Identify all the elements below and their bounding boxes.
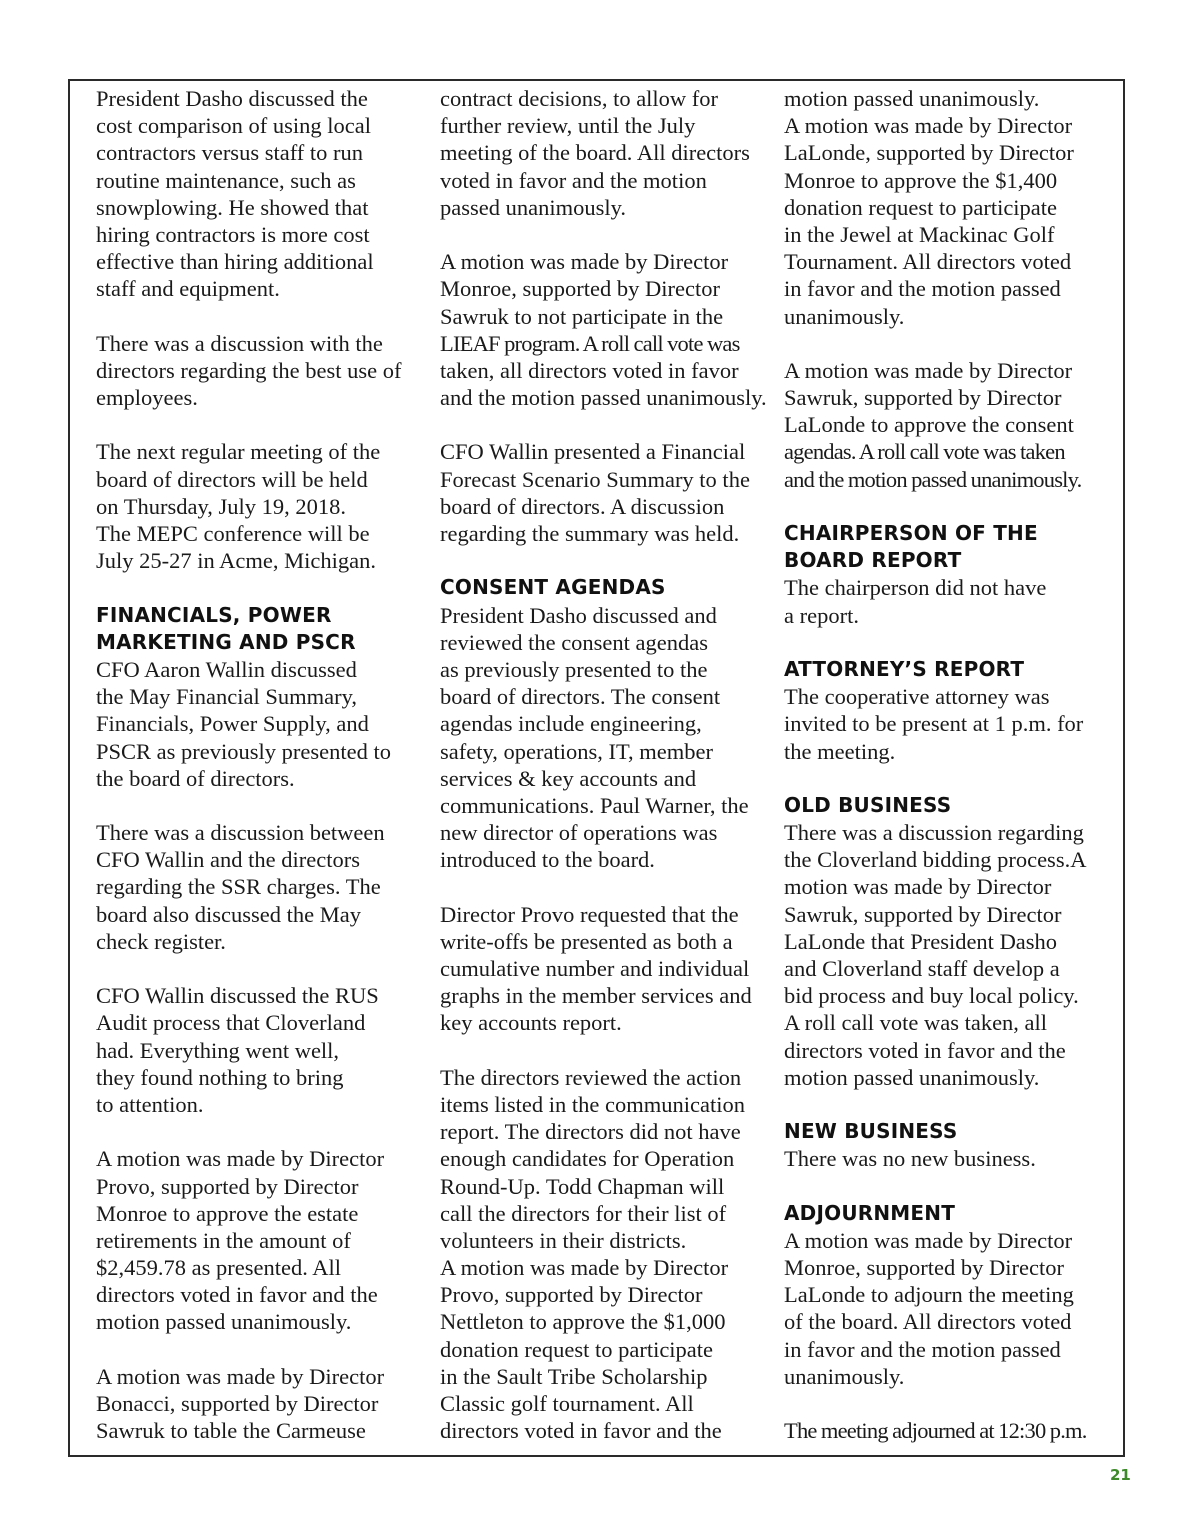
text-line: Provo, supported by Director [96, 1173, 359, 1199]
text-line: hiring contractors is more cost [96, 221, 370, 247]
text-line: volunteers in their districts. [440, 1227, 687, 1253]
paragraph-spacer [784, 1390, 1114, 1417]
section-heading: NEW BUSINESS [784, 1119, 958, 1144]
text-line: contract decisions, to allow for [440, 86, 719, 111]
paragraph-spacer [784, 1173, 1114, 1200]
text-line: There was a discussion regarding [784, 820, 1084, 846]
text-line: CFO Wallin discussed the RUS [96, 983, 379, 1009]
paragraph-spacer [96, 303, 426, 330]
text-line: Provo, supported by Director [440, 1282, 703, 1308]
text-line: they found nothing to bring [96, 1064, 344, 1090]
text-line: in the Jewel at Mackinac Golf [784, 221, 1055, 247]
text-line: There was a discussion between [96, 820, 385, 846]
text-line: directors voted in favor and the [784, 1037, 1066, 1063]
text-line: directors regarding the best use of [96, 357, 402, 383]
text-line: of the board. All directors voted [784, 1309, 1072, 1335]
text-line: A motion was made by Director [784, 1227, 1073, 1253]
text-line: routine maintenance, such as [96, 167, 356, 193]
text-line: directors voted in favor and the [96, 1282, 378, 1308]
paragraph-spacer [440, 411, 770, 438]
text-line: call the directors for their list of [440, 1200, 727, 1226]
text-line: the board of directors. [96, 765, 295, 791]
text-line: a report. [784, 602, 859, 628]
text-line: The directors reviewed the action [440, 1064, 742, 1090]
text-line: Sawruk to not participate in the [440, 303, 724, 329]
paragraph-spacer [784, 629, 1114, 656]
paragraph-spacer [440, 873, 770, 900]
text-line: Financials, Power Supply, and [96, 711, 369, 737]
text-line: to attention. [96, 1091, 204, 1117]
text-line: the meeting. [784, 738, 896, 764]
text-line: donation request to participate [440, 1336, 714, 1362]
text-line: A motion was made by Director [96, 1363, 385, 1389]
text-line: July 25-27 in Acme, Michigan. [96, 548, 376, 574]
text-line: Forecast Scenario Summary to the [440, 466, 750, 492]
text-line: The next regular meeting of the [96, 439, 381, 465]
text-line: in the Sault Tribe Scholarship [440, 1363, 708, 1389]
paragraph-spacer [96, 1118, 426, 1145]
text-line: CFO Wallin presented a Financial [440, 439, 746, 465]
text-line: LaLonde that President Dasho [784, 928, 1058, 954]
paragraph-spacer [96, 1336, 426, 1363]
text-line: had. Everything went well, [96, 1037, 340, 1063]
text-line: LaLonde to adjourn the meeting [784, 1282, 1074, 1308]
text-line: $2,459.78 as presented. All [96, 1255, 341, 1281]
text-line: communications. Paul Warner, the [440, 792, 749, 818]
text-line: There was a discussion with the [96, 330, 383, 356]
text-line: A motion was made by Director [440, 249, 729, 275]
text-line: and the motion passed unanimously. [784, 466, 1082, 492]
text-line: key accounts report. [440, 1010, 622, 1036]
section-heading: MARKETING AND PSCR [96, 629, 356, 654]
text-line: agendas include engineering, [440, 711, 702, 737]
text-line: report. The directors did not have [440, 1119, 741, 1145]
text-line: cumulative number and individual [440, 956, 750, 981]
text-line: Monroe to approve the $1,400 [784, 167, 1058, 193]
text-line: taken, all directors voted in favor [440, 357, 739, 383]
text-line: passed unanimously. [440, 194, 627, 220]
text-line: President Dasho discussed and [440, 602, 717, 628]
text-line: the Cloverland bidding process.A [784, 847, 1087, 873]
text-line: agendas. A roll call vote was taken [784, 439, 1065, 465]
text-line: The cooperative attorney was [784, 684, 1050, 710]
text-line: staff and equipment. [96, 276, 280, 302]
text-line: Sawruk, supported by Director [784, 901, 1062, 927]
text-line: Classic golf tournament. All [440, 1391, 694, 1416]
text-line: cost comparison of using local [96, 113, 371, 139]
text-line: write-offs be presented as both a [440, 928, 733, 954]
text-line: reviewed the consent agendas [440, 629, 709, 655]
text-line: contractors versus staff to run [96, 140, 364, 166]
paragraph-spacer [440, 221, 770, 248]
section-heading: ATTORNEY’S REPORT [784, 656, 1025, 681]
text-line: effective than hiring additional [96, 249, 374, 275]
text-line: unanimously. [784, 303, 905, 329]
text-line: regarding the summary was held. [440, 521, 740, 546]
text-line: services & key accounts and [440, 765, 697, 791]
paragraph-spacer [440, 547, 770, 574]
paragraph-spacer [784, 493, 1114, 520]
text-line: snowplowing. He showed that [96, 194, 369, 220]
text-line: motion passed unanimously. [96, 1309, 352, 1335]
text-line: new director of operations was [440, 820, 718, 846]
section-heading: OLD BUSINESS [784, 792, 952, 817]
text-line: in favor and the motion passed [784, 1336, 1061, 1362]
text-line: The meeting adjourned at 12:30 p.m. [784, 1418, 1087, 1444]
text-line: items listed in the communication [440, 1091, 745, 1117]
text-line: voted in favor and the motion [440, 167, 707, 193]
text-line: PSCR as previously presented to [96, 738, 391, 764]
text-line: board of directors. A discussion [440, 493, 725, 519]
page-number: 21 [1110, 1466, 1131, 1484]
text-line: introduced to the board. [440, 847, 655, 873]
text-column-3 [784, 85, 1114, 1444]
text-line: regarding the SSR charges. The [96, 874, 381, 900]
text-line: retirements in the amount of [96, 1227, 351, 1253]
text-line: President Dasho discussed the [96, 86, 368, 111]
text-line: invited to be present at 1 p.m. for [784, 711, 1084, 737]
text-line: The chairperson did not have [784, 575, 1047, 601]
text-line: LaLonde to approve the consent [784, 412, 1074, 438]
section-heading: BOARD REPORT [784, 548, 962, 573]
text-line: the May Financial Summary, [96, 684, 357, 710]
paragraph-spacer [440, 1037, 770, 1064]
text-line: as previously presented to the [440, 656, 708, 682]
paragraph-spacer [96, 411, 426, 438]
text-column-2 [440, 85, 770, 1444]
text-line: board also discussed the May [96, 901, 361, 927]
text-line: A motion was made by Director [784, 357, 1073, 383]
text-line: Round-Up. Todd Chapman will [440, 1173, 725, 1199]
text-line: LaLonde, supported by Director [784, 140, 1074, 166]
text-line: meeting of the board. All directors [440, 140, 750, 166]
text-column-1 [96, 85, 426, 1444]
paragraph-spacer [96, 792, 426, 819]
paragraph-spacer [96, 955, 426, 982]
text-line: motion passed unanimously. [784, 86, 1040, 111]
text-line: further review, until the July [440, 113, 696, 139]
section-heading: CHAIRPERSON OF THE [784, 521, 1038, 545]
paragraph-spacer [784, 765, 1114, 792]
text-line: in favor and the motion passed [784, 276, 1061, 302]
text-line: Director Provo requested that the [440, 901, 739, 927]
section-heading: FINANCIALS, POWER [96, 602, 332, 627]
text-line: donation request to participate [784, 194, 1058, 220]
section-heading: CONSENT AGENDAS [440, 575, 666, 600]
text-line: board of directors. The consent [440, 684, 721, 710]
text-line: LIEAF program. A roll call vote was [440, 330, 740, 356]
text-line: enough candidates for Operation [440, 1146, 735, 1172]
text-line: motion was made by Director [784, 874, 1052, 900]
text-line: check register. [96, 928, 226, 954]
text-line: Sawruk, supported by Director [784, 385, 1062, 411]
text-line: unanimously. [784, 1363, 905, 1389]
text-line: A motion was made by Director [784, 113, 1073, 139]
text-line: bid process and buy local policy. [784, 983, 1079, 1009]
text-line: safety, operations, IT, member [440, 738, 714, 764]
text-line: Monroe, supported by Director [784, 1255, 1064, 1281]
text-line: motion passed unanimously. [784, 1064, 1040, 1090]
text-line: CFO Wallin and the directors [96, 847, 360, 873]
text-line: The MEPC conference will be [96, 521, 370, 546]
text-line: employees. [96, 385, 198, 411]
text-line: Monroe, supported by Director [440, 276, 720, 302]
text-line: Bonacci, supported by Director [96, 1391, 379, 1416]
text-line: board of directors will be held [96, 466, 368, 492]
text-line: There was no new business. [784, 1146, 1036, 1172]
text-line: A roll call vote was taken, all [784, 1010, 1048, 1036]
paragraph-spacer [784, 1091, 1114, 1118]
text-line: Tournament. All directors voted [784, 249, 1072, 275]
text-line: CFO Aaron Wallin discussed [96, 656, 357, 682]
text-line: on Thursday, July 19, 2018. [96, 493, 346, 519]
section-heading: ADJOURNMENT [784, 1200, 956, 1225]
paragraph-spacer [96, 574, 426, 601]
text-line: directors voted in favor and the [440, 1418, 722, 1444]
text-line: and Cloverland staff develop a [784, 956, 1060, 981]
text-line: Sawruk to table the Carmeuse [96, 1418, 366, 1444]
text-line: A motion was made by Director [96, 1146, 385, 1172]
text-line: Nettleton to approve the $1,000 [440, 1309, 726, 1335]
text-line: and the motion passed unanimously. [440, 385, 767, 411]
text-line: Monroe to approve the estate [96, 1200, 359, 1226]
paragraph-spacer [784, 330, 1114, 357]
text-line: A motion was made by Director [440, 1255, 729, 1281]
text-line: graphs in the member services and [440, 983, 752, 1009]
text-line: Audit process that Cloverland [96, 1010, 366, 1036]
